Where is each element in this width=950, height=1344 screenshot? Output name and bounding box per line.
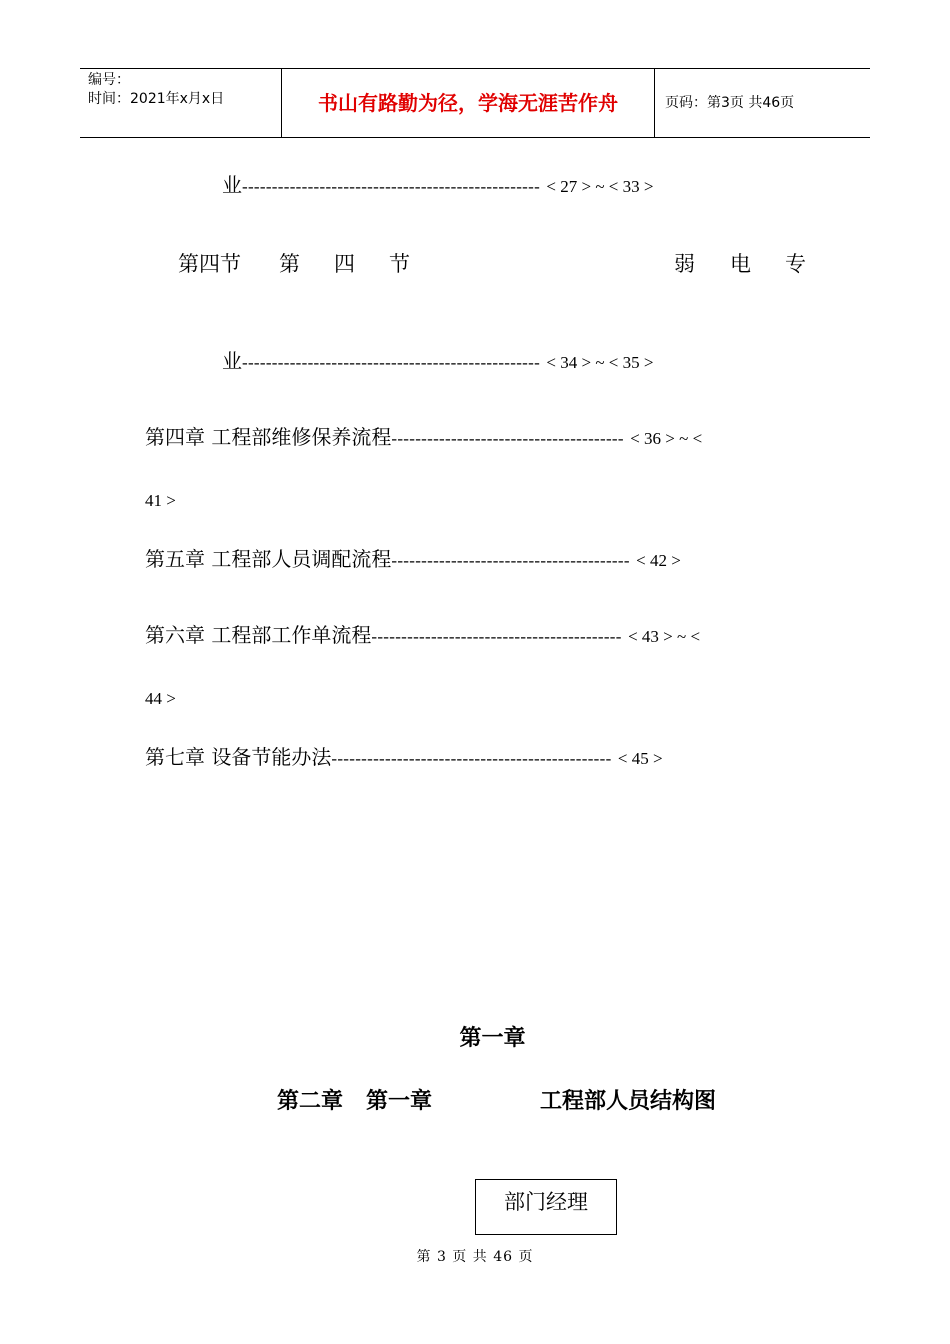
chapter-subheading-title: 工程部人员结构图 — [540, 1089, 717, 1114]
toc-chapter-7 — [145, 744, 663, 772]
toc-text: 第四章 工程部维修保养流程 — [145, 425, 392, 449]
toc-leader: -------------------------------------------------- — [242, 177, 541, 196]
toc-pages: < 34 > ~ < 35 > — [546, 353, 654, 372]
page-header — [80, 68, 870, 138]
page-footer: 第 3 页 共 46 页 — [416, 1249, 534, 1265]
toc-text: 第五章 工程部人员调配流程 — [145, 547, 392, 571]
toc-leader: ------------------------------------------ — [371, 627, 622, 646]
toc-sec4-char: 第 — [279, 252, 300, 276]
number-label: 编号： — [88, 72, 130, 88]
toc-leader: ----------------------------------------------- — [331, 749, 612, 768]
chapter-heading: 第一章 — [459, 1026, 526, 1051]
toc-leader: -------------------------------------------------- — [242, 353, 541, 372]
toc-chapter-4-cont — [145, 486, 176, 514]
toc-sec4-label: 第四节 — [178, 252, 241, 276]
header-meta-cell — [80, 69, 282, 137]
toc-text: 业 — [222, 173, 242, 197]
toc-leader: ---------------------------------------- — [391, 551, 630, 570]
toc-text: 第六章 工程部工作单流程 — [145, 623, 372, 647]
toc-sec4-char: 节 — [389, 252, 410, 276]
toc-sec4-char: 弱 — [674, 252, 695, 276]
toc-pages: < 43 > ~ < — [628, 627, 701, 646]
toc-text: 第七章 设备节能办法 — [145, 745, 332, 769]
toc-chapter-4 — [145, 424, 702, 452]
header-motto: 书山有路勤为径，学海无涯苦作舟 — [282, 69, 655, 137]
toc-pages: 41 > — [145, 491, 176, 510]
toc-chapter-6 — [145, 622, 700, 650]
toc-sec4-char: 电 — [730, 252, 751, 276]
toc-chapter-6-cont — [145, 684, 176, 712]
header-page-info: 页码：第3页 共46页 — [665, 95, 795, 111]
toc-pages: < 27 > ~ < 33 > — [546, 177, 654, 196]
chapter-subheading-left: 第二章 第一章 — [277, 1089, 432, 1114]
toc-chapter-5 — [145, 546, 681, 574]
toc-leader: --------------------------------------- — [391, 429, 624, 448]
date-label: 时间：2021年x月x日 — [88, 91, 225, 107]
toc-text: 业 — [222, 349, 242, 373]
toc-pages: 44 > — [145, 689, 176, 708]
toc-sec4-char: 四 — [334, 252, 355, 276]
toc-line-3-3-cont — [222, 172, 653, 200]
org-chart-node-manager: 部门经理 — [475, 1179, 617, 1235]
toc-pages: < 45 > — [617, 749, 663, 768]
toc-sec4-char: 专 — [785, 252, 806, 276]
toc-pages: < 36 > ~ < — [630, 429, 703, 448]
toc-line-3-4-cont — [222, 348, 653, 376]
toc-pages: < 42 > — [636, 551, 681, 570]
